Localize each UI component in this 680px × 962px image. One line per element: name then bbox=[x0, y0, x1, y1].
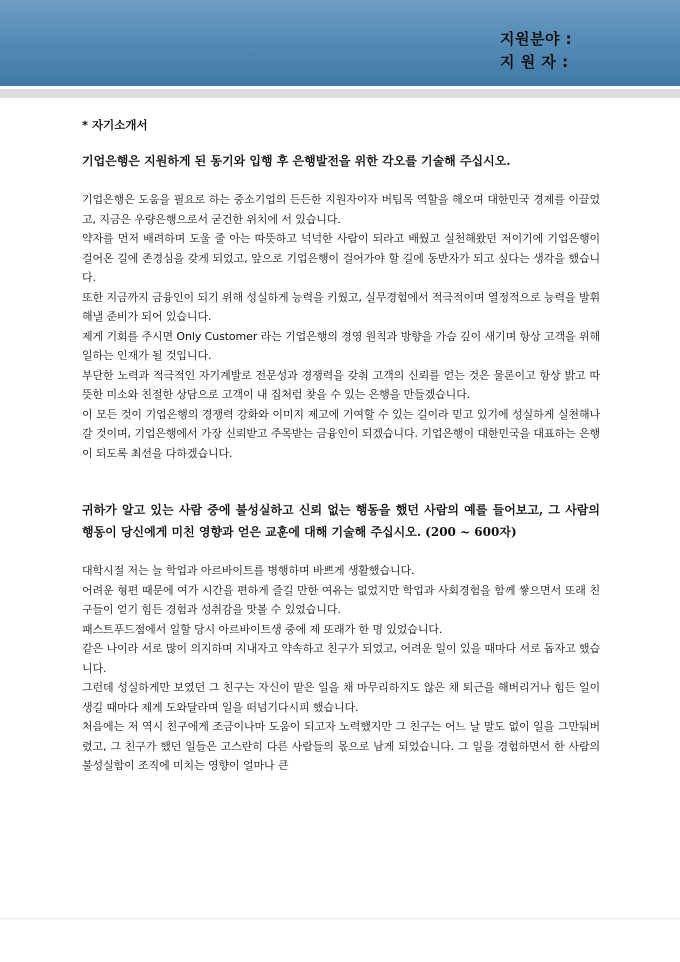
footer-divider bbox=[0, 918, 680, 919]
answer-2-paragraph: 대학시절 저는 늘 학업과 아르바이트를 병행하며 바쁘게 생활했습니다. bbox=[82, 564, 415, 577]
answer-1-paragraph: 약자를 먼저 배려하며 도울 줄 아는 따뜻하고 넉넉한 사람이 되라고 배웠고 실천해왔던 저이기에 기업은행이 걸어온 길에 존경심을 갖게 되었고, 앞으로 기업은행이 걸어가야 할 길에 동반자가 되고 싶다는 생각을 했습니다. bbox=[82, 232, 600, 284]
header-band bbox=[0, 0, 680, 86]
answer-2-paragraph: 그런데 성실하게만 보였던 그 친구는 자신이 맡은 일을 채 마무리하지도 않은 채 퇴근을 해버리거나 힘든 일이 생길 때마다 제게 도와달라며 일을 떠넘기다시피 했습니다. bbox=[82, 681, 600, 714]
answer-1-paragraph: 또한 지금까지 금융인이 되기 위해 성실하게 능력을 키웠고, 실무경험에서 적극적이며 열정적으로 능력을 발휘해낼 준비가 되어 있습니다. bbox=[82, 290, 600, 323]
section-title: * 자기소개서 bbox=[82, 118, 148, 132]
question-2-title: 귀하가 알고 있는 사람 중에 불성실하고 신뢰 없는 행동을 했던 사람의 예를 들어보고, 그 사람의 행동이 당신에게 미친 영향과 얻은 교훈에 대해 기술해 주십시오. (200 ~ 600자) bbox=[82, 503, 600, 539]
header-divider bbox=[0, 89, 680, 98]
applicant-name-label: 지 원 자 : bbox=[500, 53, 569, 71]
answer-1-paragraph: 부단한 노력과 적극적인 자기계발로 전문성과 경쟁력을 갖춰 고객의 신뢰를 얻는 것은 물론이고 항상 밝고 따뜻한 미소와 친절한 상담으로 고객이 내 집처럼 찾을 수 있는 은행을 만들겠습니다. bbox=[82, 368, 600, 401]
question-1-title: 기업은행은 지원하게 된 동기와 입행 후 은행발전을 위한 각오를 기술해 주십시오. bbox=[82, 154, 511, 168]
answer-2-paragraph: 패스트푸드점에서 일할 당시 아르바이트생 중에 제 또래가 한 명 있었습니다. bbox=[82, 622, 443, 636]
field-label: 지원분야 : bbox=[500, 30, 573, 48]
answer-2-paragraph: 같은 나이라 서로 많이 의지하며 지내자고 약속하고 친구가 되었고, 어려운 일이 있을 때마다 서로 돕자고 했습니다. bbox=[82, 642, 600, 675]
answer-1-paragraph: 기업은행은 도움을 필요로 하는 중소기업의 든든한 지원자이자 버팀목 역할을 해오며 대한민국 경제를 이끌었고, 지금은 우량은행으로서 굳건한 위치에 서 있습니다. bbox=[82, 193, 600, 226]
answer-2-paragraph: 처음에는 저 역시 친구에게 조금이나마 도움이 되고자 노력했지만 그 친구는 어느 날 말도 없이 일을 그만둬버렸고, 그 친구가 했던 일들은 고스란히 다른 사람들의 몫으로 남게 되었습니다. 그 일을 경험하면서 한 사람의 불성실함이 조직에 미치는 영향이 얼마나 큰 bbox=[82, 720, 600, 772]
document-body bbox=[82, 108, 600, 776]
answer-1 bbox=[82, 190, 600, 463]
answer-2 bbox=[82, 561, 600, 776]
answer-1-paragraph: 이 모든 것이 기업은행의 경쟁력 강화와 이미지 제고에 기여할 수 있는 길이라 믿고 있기에 성실하게 실천해나갈 것이며, 기업은행에서 가장 신뢰받고 주목받는 금융인이 되겠습니다. 기업은행이 대한민국을 대표하는 은행이 되도록 최선을 다하겠습니다. bbox=[82, 407, 600, 460]
answer-1-paragraph: 제게 기회를 주시면 Only Customer 라는 기업은행의 경영 원칙과 방향을 가슴 깊이 새기며 항상 고객을 위해 일하는 인재가 될 것입니다. bbox=[82, 329, 600, 362]
answer-2-paragraph: 어려운 형편 때문에 여가 시간을 편하게 즐길 만한 여유는 없었지만 학업과 사회경험을 함께 쌓으면서 또래 친구들이 얻기 힘든 경험과 성취감을 맛볼 수 있었습니다. bbox=[82, 583, 600, 616]
